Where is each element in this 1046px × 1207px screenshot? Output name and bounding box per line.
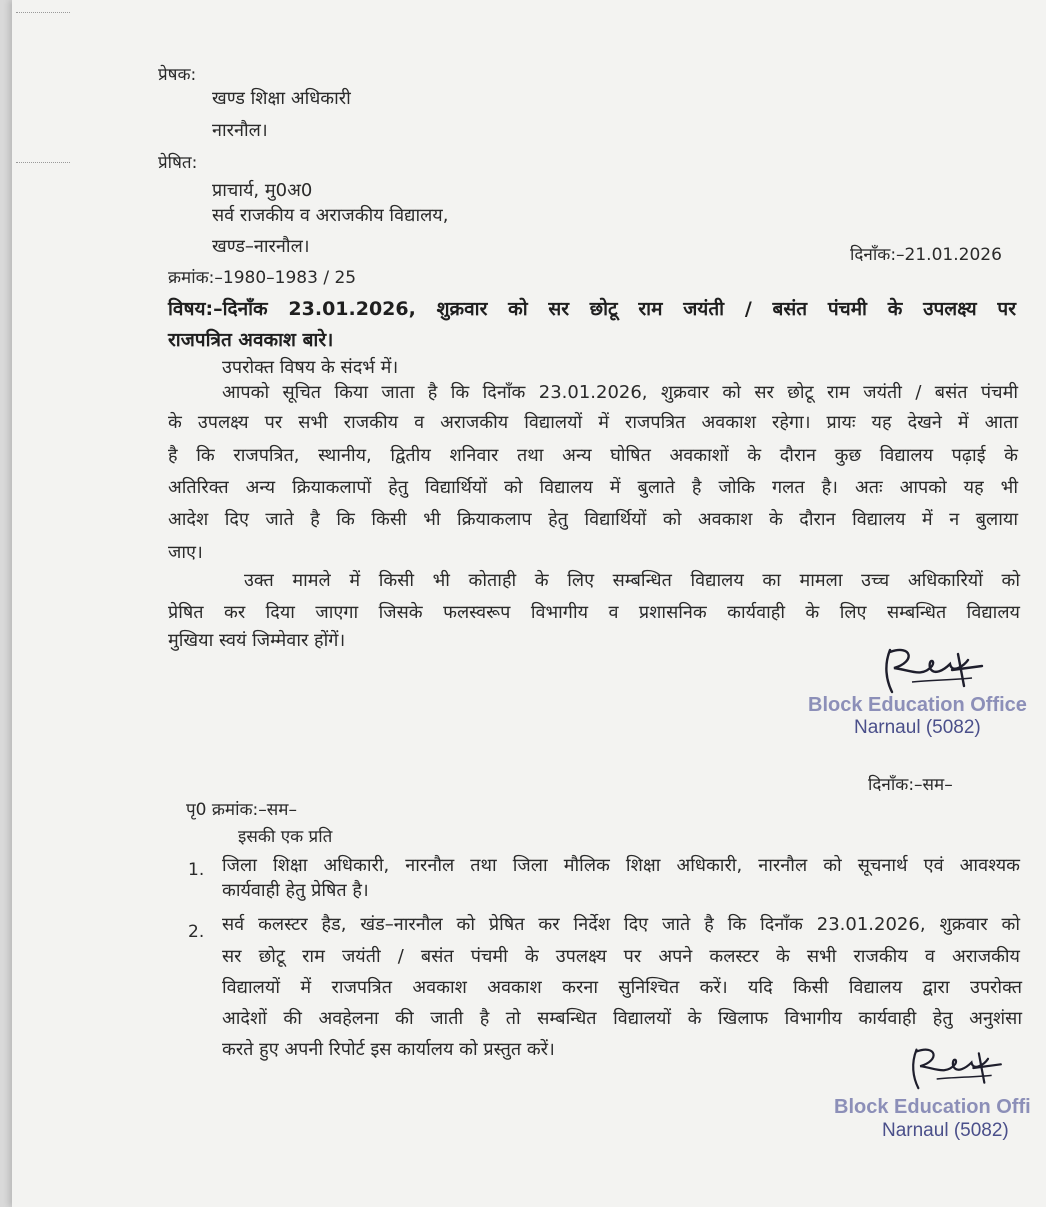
body-line: प्रेषित कर दिया जाएगा जिसके फलस्वरूप विभागीय व प्रशासनिक कार्यवाही के लिए सम्बन्धित विद्यालय [168, 602, 1020, 623]
copy-line: इसकी एक प्रति [238, 827, 333, 847]
recipient-line: खण्ड–नारनौल। [212, 236, 310, 257]
subject-line: राजपत्रित अवकाश बारे। [168, 329, 334, 351]
body-line: आपको सूचित किया जाता है कि दिनाँक 23.01.2026, शुक्रवार को सर छोटू राम जयंती / बसंत पंचमी [222, 382, 1018, 403]
list-item-line: करते हुए अपनी रिपोर्ट इस कार्यालय को प्रस्तुत करें। [222, 1039, 555, 1060]
body-line: आदेश दिए जाते है कि किसी भी क्रियाकलाप हेतु विद्यार्थियों को अवकाश के दौरान विद्यालय में न बुलाया [168, 509, 1018, 530]
recipient-line: सर्व राजकीय व अराजकीय विद्यालय, [212, 205, 449, 226]
subject-line: विषय:–दिनाँक 23.01.2026, शुक्रवार को सर छोटू राम जयंती / बसंत पंचमी के उपलक्ष्य पर [168, 298, 1016, 320]
endorsement-date: दिनाँक:–सम– [868, 775, 953, 795]
officer-place: Narnaul (5082) [882, 1120, 1009, 1141]
body-line: जाए। [168, 542, 203, 563]
recipient-label: प्रेषित: [158, 153, 198, 173]
intro-line: उपरोक्त विषय के संदर्भ में। [222, 357, 399, 378]
list-item-line: सर्व कलस्टर हैड, खंड–नारनौल को प्रेषित कर निर्देश दिए जाते है कि दिनाँक 23.01.2026, शुक्रवार को [222, 914, 1020, 935]
margin-mark [16, 12, 70, 14]
list-item-number: 2. [188, 922, 205, 942]
sender-label: प्रेषक: [158, 65, 197, 85]
sender-line: खण्ड शिक्षा अधिकारी [212, 88, 351, 109]
sender-line: नारनौल। [212, 120, 268, 141]
body-line: अतिरिक्त अन्य क्रियाकलापों हेतु विद्यार्थियों को विद्यालय में बुलाते है जोकि गलत है। अतः आपको यह भी [168, 477, 1018, 498]
officer-title: Block Education Office [808, 694, 1027, 716]
officer-place: Narnaul (5082) [854, 717, 981, 738]
list-item-number: 1. [188, 860, 205, 880]
list-item-line: आदेशों की अवहेलना की जाती है तो सम्बन्धित विद्यालयों के खिलाफ विभागीय कार्यवाही हेतु अनुशंसा [222, 1008, 1022, 1029]
list-item-line: विद्यालयों में राजपत्रित अवकाश अवकाश करना सुनिश्चित करें। यदि किसी विद्यालय द्वारा उपरोक्त [222, 977, 1022, 998]
body-line: मुखिया स्वयं जिम्मेवार होंगें। [168, 630, 346, 651]
body-line: के उपलक्ष्य पर सभी राजकीय व अराजकीय विद्यालयों में राजपत्रित अवकाश रहेगा। प्रायः यह देखने में आता [168, 412, 1018, 433]
signature-image [900, 1040, 1010, 1096]
letter-page [12, 0, 1046, 1207]
letter-date: दिनाँक:–21.01.2026 [850, 245, 1002, 265]
body-line: उक्त मामले में किसी भी कोताही के लिए सम्बन्धित विद्यालय का मामला उच्च अधिकारियों को [244, 570, 1020, 591]
list-item-line: कार्यवाही हेतु प्रेषित है। [222, 880, 369, 901]
recipient-line: प्राचार्य, मु0अ0 [212, 180, 313, 201]
list-item-line: जिला शिक्षा अधिकारी, नारनौल तथा जिला मौलिक शिक्षा अधिकारी, नारनौल को सूचनार्थ एवं आवश्यक [222, 855, 1020, 876]
margin-mark [16, 162, 70, 164]
body-line: है कि राजपत्रित, स्थानीय, द्वितीय शनिवार तथा अन्य घोषित अवकाशों के दौरान कुछ विद्यालय पढ़ाई के [168, 445, 1018, 466]
endorsement-reference: पृ0 क्रमांक:–सम– [186, 800, 297, 820]
list-item-line: सर छोटू राम जयंती / बसंत पंचमी के उपलक्ष्य पर अपने कलस्टर के सभी राजकीय व अराजकीय [222, 946, 1020, 967]
officer-title: Block Education Offi [834, 1096, 1031, 1118]
letter-reference: क्रमांक:–1980–1983 / 25 [168, 268, 357, 288]
signature-image [872, 640, 992, 700]
